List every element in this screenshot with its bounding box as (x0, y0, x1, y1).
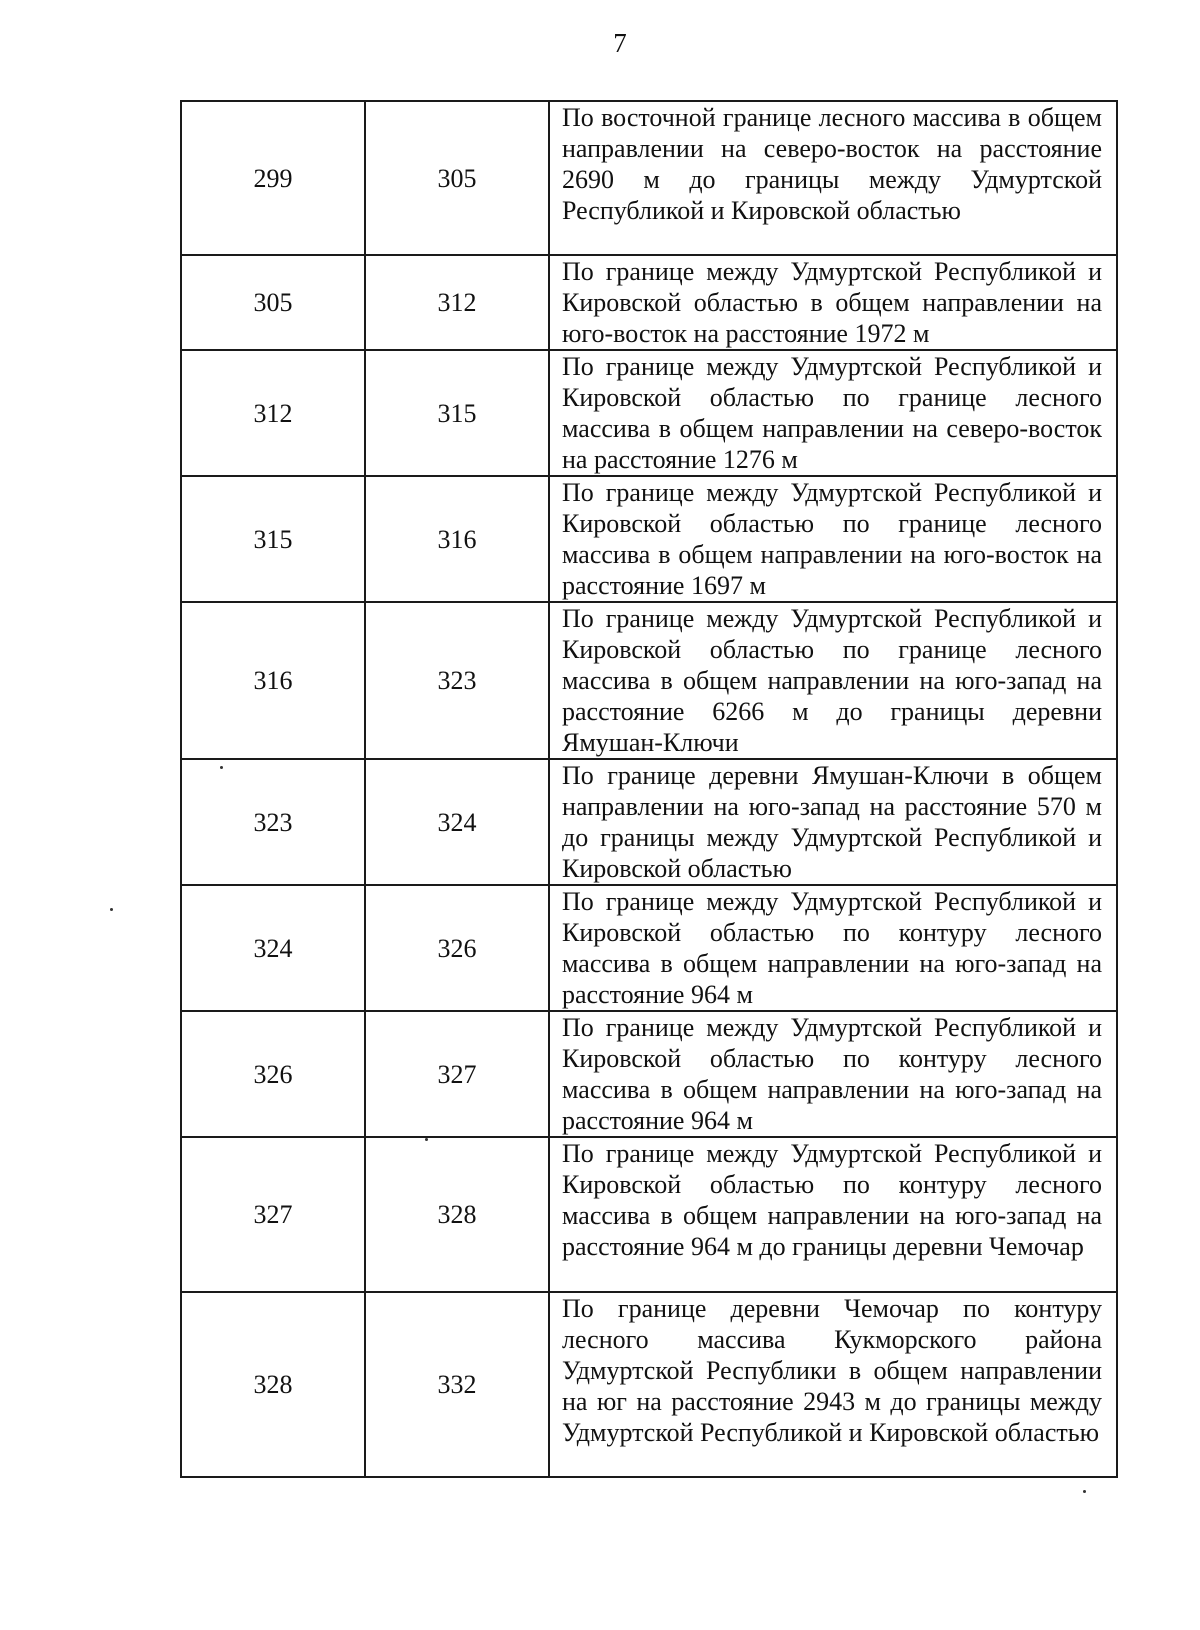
table-row (181, 1011, 1117, 1137)
description-cell: По границе между Удмуртской Республикой и Кировской областью по контуру лесного массива в общем направлении на юго-запад на расстояние 964 м (549, 885, 1117, 1011)
from-point-cell: 312 (181, 350, 365, 476)
to-point-cell: 305 (365, 101, 549, 255)
to-point-cell: 312 (365, 255, 549, 350)
from-point-cell: 305 (181, 255, 365, 350)
description-cell: По границе между Удмуртской Республикой и Кировской областью по контуру лесного массива в общем направлении на юго-запад на расстояние 964 м до границы деревни Чемочар (549, 1137, 1117, 1292)
from-point-cell: 315 (181, 476, 365, 602)
to-point-cell: 328 (365, 1137, 549, 1292)
from-point-cell: 328 (181, 1292, 365, 1477)
table-row (181, 759, 1117, 885)
description-cell: По восточной границе лесного массива в общем направлении на северо-восток на расстояние 2690 м до границы между Удмуртской Республикой и Кировской областью (549, 101, 1117, 255)
table-row (181, 255, 1117, 350)
from-point-cell: 327 (181, 1137, 365, 1292)
to-point-cell: 332 (365, 1292, 549, 1477)
table-row (181, 101, 1117, 255)
table-row (181, 1292, 1117, 1477)
boundary-table (180, 100, 1118, 1478)
description-cell: По границе между Удмуртской Республикой и Кировской областью в общем направлении на юго-восток на расстояние 1972 м (549, 255, 1117, 350)
from-point-cell: 324 (181, 885, 365, 1011)
table-row (181, 350, 1117, 476)
from-point-cell: 326 (181, 1011, 365, 1137)
scan-speck (110, 908, 113, 911)
to-point-cell: 316 (365, 476, 549, 602)
description-cell: По границе между Удмуртской Республикой и Кировской областью по границе лесного массива в общем направлении на юго-восток на расстояние 1697 м (549, 476, 1117, 602)
description-cell: По границе между Удмуртской Республикой и Кировской областью по контуру лесного массива в общем направлении на юго-запад на расстояние 964 м (549, 1011, 1117, 1137)
scan-speck (220, 766, 223, 769)
to-point-cell: 323 (365, 602, 549, 759)
table-row (181, 602, 1117, 759)
table-row (181, 885, 1117, 1011)
description-cell: По границе между Удмуртской Республикой и Кировской областью по границе лесного массива в общем направлении на северо-восток на расстояние 1276 м (549, 350, 1117, 476)
scan-speck (425, 1138, 428, 1141)
to-point-cell: 326 (365, 885, 549, 1011)
description-cell: По границе деревни Чемочар по контуру лесного массива Кукморского района Удмуртской Республики в общем направлении на юг на расстояние 2943 м до границы между Удмуртской Республикой и Кировской областью (549, 1292, 1117, 1477)
to-point-cell: 324 (365, 759, 549, 885)
description-cell: По границе между Удмуртской Республикой и Кировской областью по границе лесного массива в общем направлении на юго-запад на расстояние 6266 м до границы деревни Ямушан-Ключи (549, 602, 1117, 759)
table-row (181, 1137, 1117, 1292)
description-cell: По границе деревни Ямушан-Ключи в общем направлении на юго-запад на расстояние 570 м до границы между Удмуртской Республикой и Кировской областью (549, 759, 1117, 885)
scan-speck (1083, 1490, 1086, 1493)
page-number: 7 (613, 28, 627, 58)
table-row (181, 476, 1117, 602)
from-point-cell: 316 (181, 602, 365, 759)
from-point-cell: 299 (181, 101, 365, 255)
to-point-cell: 315 (365, 350, 549, 476)
to-point-cell: 327 (365, 1011, 549, 1137)
from-point-cell: 323 (181, 759, 365, 885)
